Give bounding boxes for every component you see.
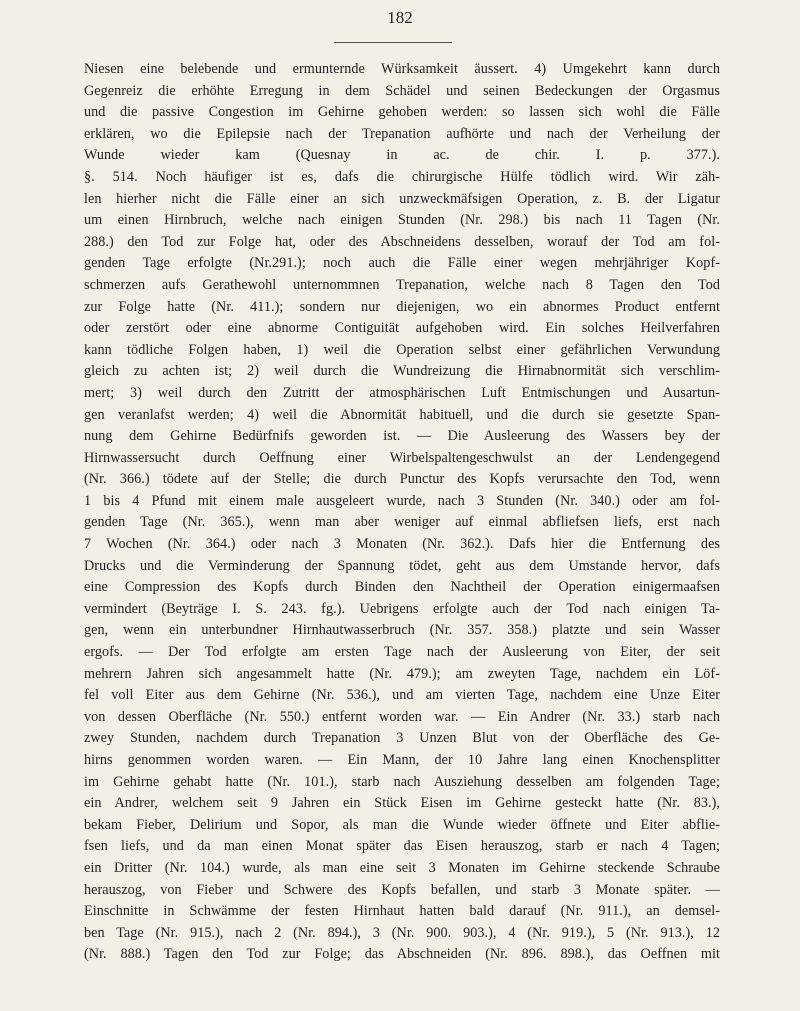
text-line: Hirnwassersucht durch Oeffnung einer Wirbelspaltengeschwulst an der Lendengegend	[84, 449, 720, 466]
text-line: herauszog, von Fieber und Schwere des Kopfs befallen, und starb 3 Monate später. —	[84, 881, 720, 898]
text-line: 288.) den Tod zur Folge hat, oder des Abschneidens desselben, worauf der Tod am fol-	[84, 233, 720, 250]
text-line: (Nr. 366.) tödete auf der Stelle; die durch Punctur des Kopfs verursachte den Tod, wenn	[84, 471, 720, 488]
text-line: mehrern Jahren sich angesammelt hatte (Nr. 479.); am zweyten Tage, nachdem ein Löf-	[84, 665, 720, 682]
text-line: ein Dritter (Nr. 104.) wurde, als man eine seit 3 Monaten im Gehirne steckende Schraube	[84, 859, 720, 876]
text-line: ein Andrer, welchem seit 9 Jahren ein Stück Eisen im Gehirne gesteckt hatte (Nr. 83.),	[84, 795, 720, 812]
text-line: nung dem Gehirne Bedürfnifs geworden ist. — Die Ausleerung des Wassers bey der	[84, 428, 720, 445]
text-line: gleich zu achten ist; 2) weil durch die Wundreizung die Hirnabnormität sich verschlim-	[84, 363, 720, 380]
text-line: oder zerstört oder eine abnorme Contiguität aufgehoben wird. Ein solches Heilverfahren	[84, 320, 720, 337]
text-line: Drucks und die Verminderung der Spannung tödet, geht aus dem Umstande hervor, dafs	[84, 557, 720, 574]
text-line: len hierher nicht die Fälle einer an sich unzweckmäfsigen Operation, z. B. der Ligatur	[84, 190, 720, 207]
text-line: Einschnitte in Schwämme der festen Hirnhaut hatten bald darauf (Nr. 911.), an demsel-	[84, 903, 720, 920]
text-line: von dessen Oberfläche (Nr. 550.) entfernt worden war. — Ein Andrer (Nr. 33.) starb nach	[84, 708, 720, 725]
text-line: ergofs. — Der Tod erfolgte am ersten Tage nach der Ausleerung von Eiter, der seit	[84, 644, 720, 661]
text-line: mert; 3) weil durch den Zutritt der atmosphärischen Luft Entmischungen und Ausartun-	[84, 384, 720, 401]
text-line: hirns genommen worden waren. — Ein Mann, der 10 Jahre lang einen Knochensplitter	[84, 752, 720, 768]
text-line: im Gehirne gehabt hatte (Nr. 101.), starb nach Ausziehung desselben am folgenden Tage;	[84, 773, 720, 790]
text-line: um einen Hirnbruch, welche nach einigen Stunden (Nr. 298.) bis nach 11 Tagen (Nr.	[84, 212, 720, 229]
text-line: schmerzen aufs Gerathewohl unternommnen Trepanation, welche nach 8 Tagen den Tod	[84, 276, 720, 293]
text-line: zur Folge hatte (Nr. 411.); sondern nur diejenigen, wo ein abnormes Product entfernt	[84, 298, 720, 315]
text-line: vermindert (Beyträge I. S. 243. fg.). Uebrigens erfolgte auch der Tod nach einigen Ta-	[84, 600, 720, 617]
text-line: Gegenreiz die erhöhte Erregung in dem Schädel und seinen Bedeckungen der Orgasmus	[84, 82, 720, 99]
text-line: gen veranlafst werden; 4) weil die Abnormität habituell, und die durch sie gesetzte Span-	[84, 406, 720, 423]
text-line: 7 Wochen (Nr. 364.) oder nach 3 Monaten (Nr. 362.). Dafs hier die Entfernung des	[84, 536, 720, 553]
text-line: zwey Stunden, nachdem durch Trepanation 3 Unzen Blut von der Oberfläche des Ge-	[84, 730, 720, 747]
text-line: §. 514. Noch häufiger ist es, dafs die chirurgische Hülfe tödlich wird. Wir zäh-	[84, 168, 720, 185]
text-line: (Nr. 888.) Tagen den Tod zur Folge; das Abschneiden (Nr. 896. 898.), das Oeffnen mit	[84, 946, 720, 963]
text-line: fel voll Eiter aus dem Gehirne (Nr. 536.), und am vierten Tage, nachdem eine Unze Eiter	[84, 687, 720, 704]
text-line: gen, wenn ein unterbundner Hirnhautwasserbruch (Nr. 357. 358.) platzte und sein Wasser	[84, 622, 720, 639]
text-line: genden Tage erfolgte (Nr.291.); noch auch die Fälle einer wegen mehrjähriger Kopf-	[84, 255, 720, 272]
text-line: erklären, wo die Epilepsie nach der Trepanation aufhörte und nach der Verheilung der	[84, 125, 720, 142]
page-number: 182	[387, 8, 413, 27]
text-line: bekam Fieber, Delirium und Sopor, als man die Wunde wieder öffnete und Eiter abflie-	[84, 816, 720, 833]
text-line: Wunde wieder kam (Quesnay in ac. de chir. I. p. 377.).	[84, 147, 720, 164]
text-line: kann tödliche Folgen haben, 1) weil die Operation selbst einer gefährlichen Verwundung	[84, 341, 720, 358]
header-rule	[334, 42, 452, 43]
text-line: Niesen eine belebende und ermunternde Würksamkeit äussert. 4) Umgekehrt kann durch	[84, 61, 720, 77]
text-line: genden Tage (Nr. 365.), wenn man aber weniger auf einmal abfliefsen liefs, erst nach	[84, 514, 720, 531]
body-text	[84, 59, 720, 966]
text-line: 1 bis 4 Pfund mit einem male ausgeleert wurde, nach 3 Stunden (Nr. 340.) oder am fol-	[84, 492, 720, 509]
text-line: eine Compression des Kopfs durch Binden den Nachtheil der Operation einigermaafsen	[84, 579, 720, 596]
text-line: und die passive Congestion im Gehirne gehoben werden: so lassen sich wohl die Fälle	[84, 104, 720, 121]
text-line: ben Tage (Nr. 915.), nach 2 (Nr. 894.), 3 (Nr. 900. 903.), 4 (Nr. 919.), 5 (Nr. 913.), 12	[84, 924, 720, 941]
text-line: fsen liefs, und da man einen Monat später das Eisen herauszog, starb er nach 4 Tagen;	[84, 838, 720, 855]
